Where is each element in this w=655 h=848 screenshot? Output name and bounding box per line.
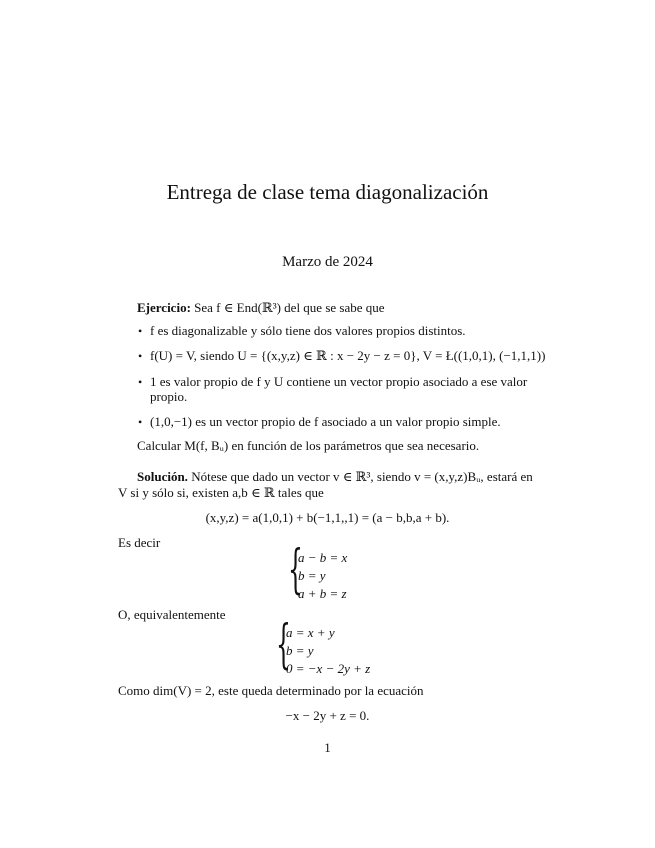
exercise-intro-text: Sea f ∈ End(ℝ³) del que se sabe que — [194, 300, 385, 315]
dim-line: Como dim(V) = 2, este queda determinado por la ecuación — [118, 683, 424, 698]
exercise-task: Calcular M(f, Bᵤ) en función de los parámetros que sea necesario. — [137, 438, 480, 453]
bullet-2: f(U) = V, siendo U = {(x,y,z) ∈ ℝ : x − 2y − z = 0}, V = Ł((1,0,1), (−1,1,1)) — [150, 348, 546, 363]
bullet-3-line2: propio. — [150, 389, 188, 404]
brace-icon: { — [276, 615, 291, 675]
solution-line1 — [137, 469, 533, 484]
bullet-4: (1,0,−1) es un vector propio de f asociado a un valor propio simple. — [150, 414, 501, 429]
system-2-row: 0 = −x − 2y + z — [286, 661, 371, 676]
exercise-intro — [137, 300, 385, 315]
es-decir: Es decir — [118, 535, 161, 550]
system-1-row: a + b = z — [298, 586, 347, 601]
brace-icon: { — [288, 540, 303, 600]
system-2-row: b = y — [286, 643, 314, 658]
bullet-dot: • — [138, 349, 143, 363]
bullet-dot: • — [138, 324, 143, 338]
system-2 — [276, 615, 416, 679]
equation-1: (x,y,z) = a(1,0,1) + b(−1,1,,1) = (a − b,b,a + b). — [205, 510, 450, 525]
equivalently: O, equivalentemente — [118, 607, 226, 622]
date: Marzo de 2024 — [282, 254, 373, 270]
bullet-1: f es diagonalizable y sólo tiene dos valores propios distintos. — [150, 323, 466, 338]
system-2-row: a = x + y — [286, 625, 335, 640]
bullet-dot: • — [138, 415, 143, 429]
page-number: 1 — [324, 740, 331, 755]
page-title: Entrega de clase tema diagonalización — [166, 180, 489, 204]
system-1-row: b = y — [298, 568, 326, 583]
system-1-row: a − b = x — [298, 550, 348, 565]
bullet-dot: • — [138, 375, 143, 389]
system-1 — [288, 540, 408, 604]
bullet-3-line1: 1 es valor propio de f y U contiene un vector propio asociado a ese valor — [150, 374, 528, 389]
equation-final: −x − 2y + z = 0. — [285, 708, 370, 723]
solution-line1-text: Nótese que dado un vector v ∈ ℝ³, siendo v = (x,y,z)Bᵤ, estará en — [191, 469, 533, 484]
exercise-label: Ejercicio: — [137, 300, 191, 315]
solution-line2: V si y sólo si, existen a,b ∈ ℝ tales que — [118, 485, 324, 500]
solution-label: Solución. — [137, 469, 188, 484]
